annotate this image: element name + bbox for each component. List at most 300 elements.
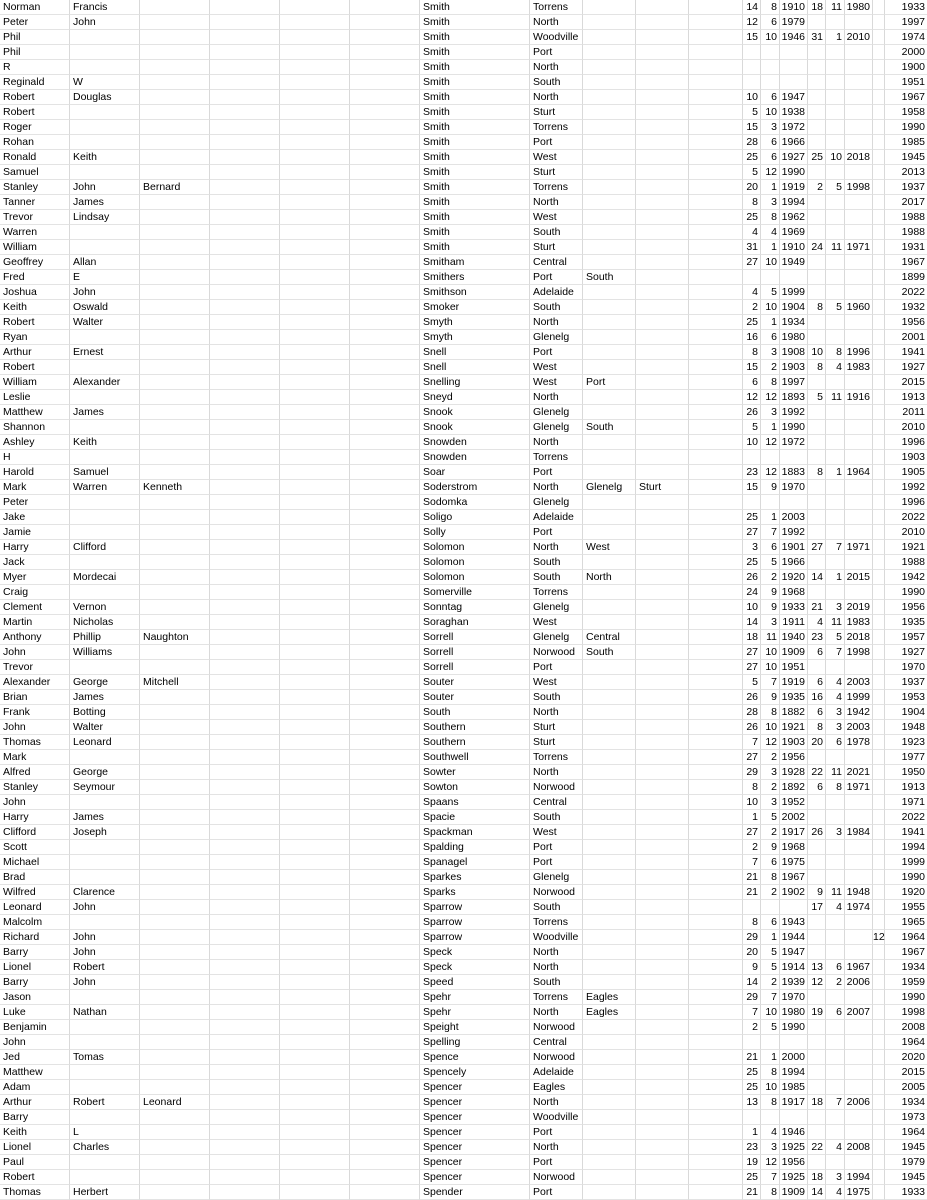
cell[interactable] [583,465,636,480]
cell[interactable]: Souter [420,675,530,690]
cell[interactable] [808,450,826,465]
cell[interactable]: Leonard [0,900,70,915]
cell[interactable]: Adelaide [530,285,583,300]
cell[interactable] [808,750,826,765]
cell[interactable]: James [70,195,140,210]
cell[interactable]: 16 [808,690,826,705]
cell[interactable] [636,690,689,705]
cell[interactable]: West [530,210,583,225]
cell[interactable] [743,270,761,285]
cell[interactable]: 4 [761,225,780,240]
cell[interactable] [583,150,636,165]
cell[interactable]: 9 [761,690,780,705]
cell[interactable] [280,1155,350,1170]
cell[interactable]: 8 [808,360,826,375]
cell[interactable]: 1975 [845,1185,873,1200]
cell[interactable]: Spehr [420,1005,530,1020]
cell[interactable] [140,420,210,435]
cell[interactable]: 1964 [885,1125,927,1140]
cell[interactable]: Sonntag [420,600,530,615]
cell[interactable] [583,945,636,960]
cell[interactable] [873,750,885,765]
cell[interactable]: 5 [761,1020,780,1035]
cell[interactable] [140,555,210,570]
cell[interactable]: 1990 [885,870,927,885]
cell[interactable] [636,750,689,765]
cell[interactable] [689,975,743,990]
cell[interactable]: Rohan [0,135,70,150]
cell[interactable] [636,960,689,975]
cell[interactable]: John [0,1035,70,1050]
cell[interactable] [636,255,689,270]
cell[interactable] [873,765,885,780]
cell[interactable] [873,420,885,435]
cell[interactable]: 1994 [780,195,808,210]
cell[interactable]: 1973 [885,1110,927,1125]
cell[interactable]: 26 [743,405,761,420]
cell[interactable] [210,375,280,390]
cell[interactable]: Robert [0,90,70,105]
cell[interactable] [826,105,845,120]
cell[interactable]: 8 [826,780,845,795]
cell[interactable] [350,1140,420,1155]
cell[interactable]: Soligo [420,510,530,525]
cell[interactable]: North [530,15,583,30]
cell[interactable]: Central [583,630,636,645]
cell[interactable]: 17 [808,900,826,915]
cell[interactable] [350,540,420,555]
cell[interactable] [280,165,350,180]
cell[interactable] [140,330,210,345]
cell[interactable] [140,165,210,180]
cell[interactable] [826,555,845,570]
cell[interactable] [350,135,420,150]
cell[interactable] [636,885,689,900]
cell[interactable] [210,495,280,510]
cell[interactable]: 1997 [780,375,808,390]
cell[interactable] [761,1110,780,1125]
cell[interactable] [873,735,885,750]
cell[interactable]: James [70,690,140,705]
cell[interactable] [350,825,420,840]
cell[interactable] [689,915,743,930]
cell[interactable] [583,1110,636,1125]
cell[interactable]: 1910 [780,0,808,15]
cell[interactable]: Smith [420,0,530,15]
cell[interactable] [210,1140,280,1155]
cell[interactable] [636,375,689,390]
cell[interactable] [845,15,873,30]
cell[interactable] [210,585,280,600]
cell[interactable]: 12 [761,165,780,180]
cell[interactable]: 24 [743,585,761,600]
cell[interactable] [636,705,689,720]
cell[interactable]: 12 [761,390,780,405]
cell[interactable] [808,1080,826,1095]
cell[interactable]: 15 [743,30,761,45]
cell[interactable]: 6 [761,135,780,150]
cell[interactable]: Spender [420,1185,530,1200]
cell[interactable]: James [70,810,140,825]
cell[interactable] [808,60,826,75]
cell[interactable] [636,585,689,600]
cell[interactable]: 1990 [780,420,808,435]
cell[interactable] [873,825,885,840]
cell[interactable] [350,765,420,780]
cell[interactable] [350,90,420,105]
cell[interactable] [583,585,636,600]
cell[interactable] [280,615,350,630]
cell[interactable]: Torrens [530,915,583,930]
cell[interactable] [140,465,210,480]
cell[interactable] [70,1110,140,1125]
cell[interactable] [689,480,743,495]
cell[interactable] [70,1035,140,1050]
cell[interactable]: Southern [420,720,530,735]
cell[interactable] [70,120,140,135]
cell[interactable]: Soraghan [420,615,530,630]
cell[interactable]: 24 [808,240,826,255]
cell[interactable]: 1975 [780,855,808,870]
cell[interactable] [636,840,689,855]
cell[interactable] [636,870,689,885]
cell[interactable] [873,1020,885,1035]
cell[interactable]: John [70,930,140,945]
cell[interactable]: 1901 [780,540,808,555]
cell[interactable] [826,870,845,885]
cell[interactable]: 1 [761,315,780,330]
cell[interactable] [808,1050,826,1065]
cell[interactable] [636,900,689,915]
cell[interactable] [280,825,350,840]
cell[interactable] [826,270,845,285]
cell[interactable] [210,225,280,240]
cell[interactable] [826,60,845,75]
cell[interactable]: Arthur [0,345,70,360]
cell[interactable]: Norwood [530,885,583,900]
cell[interactable]: 1904 [885,705,927,720]
cell[interactable] [280,795,350,810]
cell[interactable] [210,465,280,480]
cell[interactable]: 1967 [780,870,808,885]
cell[interactable] [845,375,873,390]
cell[interactable]: Sturt [530,165,583,180]
cell[interactable] [210,1095,280,1110]
cell[interactable]: 10 [761,720,780,735]
cell[interactable]: 5 [808,390,826,405]
cell[interactable] [70,1065,140,1080]
cell[interactable] [140,285,210,300]
cell[interactable] [636,735,689,750]
cell[interactable]: 12 [873,931,885,943]
cell[interactable] [140,255,210,270]
cell[interactable] [210,870,280,885]
cell[interactable] [845,585,873,600]
cell[interactable]: 25 [743,315,761,330]
cell[interactable]: 12 [808,975,826,990]
cell[interactable] [826,1155,845,1170]
cell[interactable] [873,855,885,870]
cell[interactable] [210,690,280,705]
cell[interactable]: 18 [743,630,761,645]
cell[interactable] [140,45,210,60]
cell[interactable]: 1910 [780,240,808,255]
cell[interactable]: 1970 [780,990,808,1005]
cell[interactable] [280,120,350,135]
cell[interactable]: 26 [808,825,826,840]
cell[interactable]: 10 [743,795,761,810]
cell[interactable]: 2019 [845,600,873,615]
cell[interactable] [743,1110,761,1125]
cell[interactable] [140,870,210,885]
cell[interactable]: South [530,570,583,585]
cell[interactable]: Trevor [0,660,70,675]
cell[interactable] [210,300,280,315]
cell[interactable]: Smith [420,180,530,195]
cell[interactable]: South [583,645,636,660]
cell[interactable] [761,270,780,285]
cell[interactable] [70,105,140,120]
cell[interactable]: 18 [808,1170,826,1185]
cell[interactable] [140,960,210,975]
cell[interactable]: 1994 [780,1065,808,1080]
cell[interactable] [826,45,845,60]
cell[interactable] [140,360,210,375]
cell[interactable] [873,1110,885,1125]
cell[interactable] [845,870,873,885]
cell[interactable] [280,435,350,450]
cell[interactable] [845,525,873,540]
cell[interactable]: North [583,570,636,585]
cell[interactable] [845,195,873,210]
cell[interactable]: 2001 [885,330,927,345]
cell[interactable] [140,1065,210,1080]
cell[interactable] [873,150,885,165]
cell[interactable]: Port [530,660,583,675]
cell[interactable] [689,300,743,315]
cell[interactable] [583,960,636,975]
cell[interactable] [350,990,420,1005]
cell[interactable]: 7 [761,990,780,1005]
cell[interactable]: 2 [743,840,761,855]
cell[interactable] [280,480,350,495]
cell[interactable]: 1956 [885,315,927,330]
cell[interactable]: 6 [808,645,826,660]
cell[interactable] [808,195,826,210]
cell[interactable]: 4 [826,690,845,705]
cell[interactable] [743,1035,761,1050]
cell[interactable] [873,945,885,960]
cell[interactable] [350,1020,420,1035]
cell[interactable]: Tanner [0,195,70,210]
cell[interactable]: 12 [743,390,761,405]
cell[interactable]: 1999 [885,855,927,870]
cell[interactable]: North [530,1095,583,1110]
cell[interactable] [845,1080,873,1095]
cell[interactable]: 1908 [780,345,808,360]
cell[interactable]: Robert [0,315,70,330]
cell[interactable] [808,1065,826,1080]
cell[interactable] [826,225,845,240]
cell[interactable] [873,240,885,255]
cell[interactable] [70,420,140,435]
cell[interactable] [873,615,885,630]
cell[interactable] [761,450,780,465]
cell[interactable]: Spalding [420,840,530,855]
cell[interactable]: 4 [826,675,845,690]
cell[interactable] [636,300,689,315]
cell[interactable]: 1971 [845,780,873,795]
cell[interactable] [350,480,420,495]
cell[interactable] [350,630,420,645]
cell[interactable] [210,720,280,735]
cell[interactable]: 25 [743,555,761,570]
cell[interactable] [210,885,280,900]
cell[interactable] [689,435,743,450]
cell[interactable] [583,390,636,405]
cell[interactable] [636,90,689,105]
cell[interactable] [583,165,636,180]
cell[interactable]: Woodville [530,1110,583,1125]
cell[interactable] [845,60,873,75]
cell[interactable]: 1920 [885,885,927,900]
cell[interactable]: Leslie [0,390,70,405]
cell[interactable]: Sneyd [420,390,530,405]
cell[interactable]: Torrens [530,120,583,135]
cell[interactable]: Sorrell [420,630,530,645]
cell[interactable] [636,510,689,525]
cell[interactable]: Port [530,1155,583,1170]
cell[interactable] [583,795,636,810]
cell[interactable]: Port [583,375,636,390]
cell[interactable]: Alfred [0,765,70,780]
cell[interactable]: 13 [808,960,826,975]
cell[interactable] [689,1170,743,1185]
cell[interactable] [780,495,808,510]
cell[interactable] [70,450,140,465]
cell[interactable] [743,75,761,90]
cell[interactable]: 6 [761,15,780,30]
cell[interactable] [140,1080,210,1095]
cell[interactable]: Matthew [0,1065,70,1080]
cell[interactable]: 1980 [780,330,808,345]
cell[interactable] [140,60,210,75]
cell[interactable]: 27 [743,825,761,840]
cell[interactable] [280,750,350,765]
cell[interactable] [808,330,826,345]
cell[interactable]: 2 [761,885,780,900]
cell[interactable] [845,435,873,450]
cell[interactable] [636,240,689,255]
cell[interactable] [350,105,420,120]
cell[interactable] [140,840,210,855]
cell[interactable] [280,840,350,855]
cell[interactable]: Phillip [70,630,140,645]
cell[interactable]: 11 [826,885,845,900]
cell[interactable] [70,60,140,75]
cell[interactable]: 2015 [845,570,873,585]
cell[interactable] [873,840,885,855]
cell[interactable]: Norwood [530,1020,583,1035]
cell[interactable] [873,15,885,30]
cell[interactable]: Speight [420,1020,530,1035]
cell[interactable] [350,930,420,945]
cell[interactable] [873,1155,885,1170]
cell[interactable]: Glenelg [530,600,583,615]
cell[interactable] [845,480,873,495]
cell[interactable] [689,930,743,945]
cell[interactable]: 2018 [845,630,873,645]
cell[interactable]: 12 [761,735,780,750]
cell[interactable] [845,855,873,870]
cell[interactable] [743,900,761,915]
cell[interactable]: 8 [743,780,761,795]
cell[interactable] [845,915,873,930]
cell[interactable] [350,15,420,30]
cell[interactable] [845,255,873,270]
cell[interactable] [140,120,210,135]
cell[interactable]: 1967 [885,90,927,105]
cell[interactable]: 1938 [780,105,808,120]
cell[interactable] [689,615,743,630]
cell[interactable]: Port [530,45,583,60]
cell[interactable] [350,330,420,345]
cell[interactable]: 23 [808,630,826,645]
cell[interactable]: Spencer [420,1095,530,1110]
cell[interactable]: South [530,555,583,570]
cell[interactable]: 5 [761,945,780,960]
cell[interactable] [636,270,689,285]
cell[interactable] [636,435,689,450]
cell[interactable]: 22 [808,765,826,780]
cell[interactable]: 1935 [780,690,808,705]
cell[interactable] [826,405,845,420]
cell[interactable]: 11 [826,240,845,255]
cell[interactable] [636,1125,689,1140]
cell[interactable]: 2 [761,750,780,765]
cell[interactable]: L [70,1125,140,1140]
cell[interactable] [70,240,140,255]
cell[interactable]: 5 [761,285,780,300]
cell[interactable] [583,750,636,765]
cell[interactable] [583,1020,636,1035]
cell[interactable] [350,0,420,15]
cell[interactable] [873,135,885,150]
cell[interactable] [689,825,743,840]
cell[interactable]: 27 [743,645,761,660]
cell[interactable]: Norwood [530,780,583,795]
cell[interactable]: 1972 [780,120,808,135]
cell[interactable] [636,720,689,735]
cell[interactable]: Ryan [0,330,70,345]
cell[interactable] [70,660,140,675]
cell[interactable] [873,600,885,615]
cell[interactable] [350,435,420,450]
cell[interactable]: Spence [420,1050,530,1065]
cell[interactable] [845,90,873,105]
cell[interactable] [210,675,280,690]
cell[interactable] [350,1065,420,1080]
cell[interactable] [280,915,350,930]
cell[interactable]: 12 [761,1155,780,1170]
cell[interactable]: 8 [743,345,761,360]
cell[interactable]: E [70,270,140,285]
cell[interactable]: 2 [826,975,845,990]
cell[interactable]: North [530,1005,583,1020]
cell[interactable]: John [70,15,140,30]
cell[interactable]: 1933 [885,1185,927,1200]
cell[interactable]: Eagles [530,1080,583,1095]
